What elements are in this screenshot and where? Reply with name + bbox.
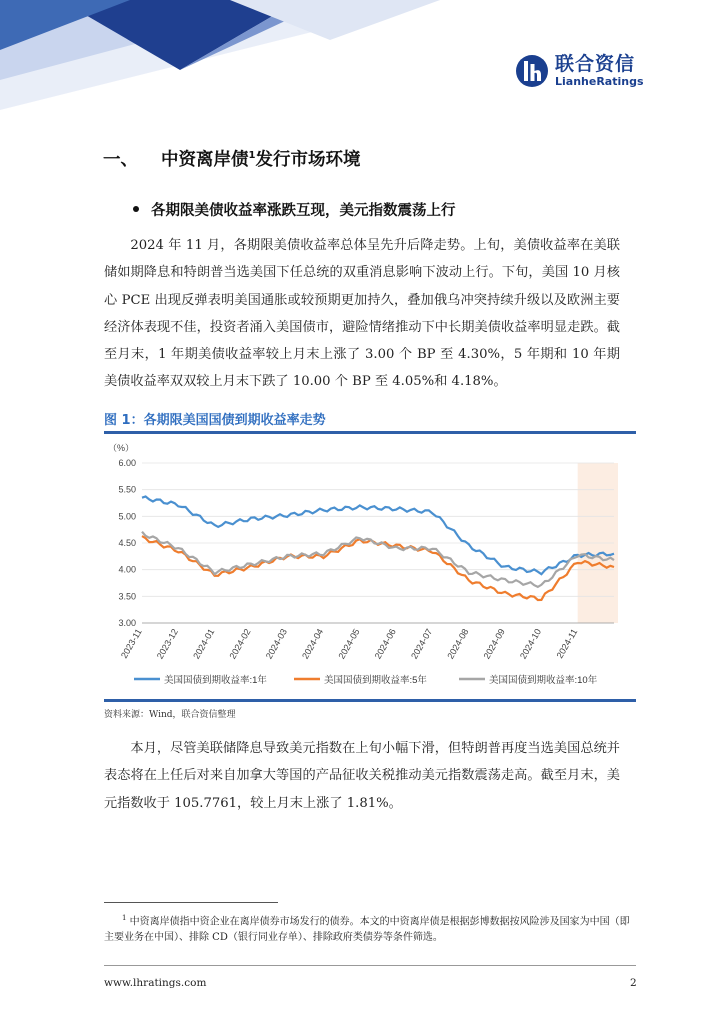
footnote-number: 1: [122, 914, 127, 922]
section-heading: [103, 146, 360, 171]
figure-title: 图 1：各期限美国国债到期收益率走势: [104, 413, 326, 428]
x-tick-label: 2024-10: [517, 627, 544, 661]
y-tick-label: 3.50: [118, 591, 136, 602]
y-axis-unit: （%）: [108, 443, 135, 453]
footer-rule: [104, 965, 636, 966]
subsection-heading: [133, 199, 456, 220]
series-line: [142, 497, 614, 575]
legend-label: 美国国债到期收益率:5年: [324, 675, 427, 686]
brand-name-cn: 联合资信: [555, 53, 636, 75]
x-tick-label: 2024-05: [336, 627, 362, 661]
x-tick-label: 2024-01: [191, 627, 217, 661]
y-tick-label: 4.00: [118, 564, 136, 575]
section-number: 一、: [103, 150, 138, 170]
footer-url[interactable]: www.lhratings.com: [104, 977, 207, 989]
x-tick-label: 2024-06: [372, 627, 398, 661]
footnote-ref[interactable]: 1: [248, 150, 256, 161]
yield-chart: [104, 437, 636, 699]
brand-logo: [515, 54, 644, 88]
figure-bottom-rule: [104, 699, 636, 702]
x-tick-label: 2023-11: [118, 627, 144, 661]
body-paragraph-2: [104, 735, 620, 817]
figure-top-rule: [104, 431, 636, 434]
body-paragraph-1: [104, 232, 620, 396]
legend-label: 美国国债到期收益率:1年: [164, 675, 267, 686]
series-line: [142, 532, 614, 587]
x-tick-label: 2024-03: [263, 627, 289, 661]
series-line: [142, 536, 614, 600]
x-tick-label: 2024-11: [554, 627, 580, 661]
section-title-rest: 发行市场环境: [255, 150, 361, 170]
y-tick-label: 5.50: [118, 484, 136, 495]
legend-label: 美国国债到期收益率:10年: [489, 675, 598, 686]
brand-name-en: LianheRatings: [555, 75, 644, 88]
x-tick-label: 2024-08: [445, 627, 471, 661]
page-number: 2: [630, 977, 637, 989]
section-title: 中资离岸债: [161, 150, 249, 170]
y-tick-label: 4.50: [118, 538, 136, 548]
y-tick-label: 3.00: [118, 618, 136, 628]
subsection-title: 各期限美债收益率涨跌互现，美元指数震荡上行: [151, 203, 456, 219]
x-tick-label: 2024-07: [409, 627, 435, 661]
y-tick-label: 6.00: [118, 458, 136, 468]
x-tick-label: 2024-02: [227, 627, 253, 661]
bullet-icon: [133, 206, 139, 212]
paragraph-text: 2024 年 11 月，各期限美债收益率总体呈先升后降走势。上旬，美债收益率在美联储如期降息和特朗普当选美国下任总统的双重消息影响下波动上行。下旬，美国 10 月核心 PCE 出现反弹表明美国通胀或较预期更加持久，叠加俄乌冲突持续升级以及欧洲主要经济体表现不佳，投资者涌入美国债市，避险情绪推动下中长期美债收益率明显走跌。截至月末，1 年期美债收益率较上月末上涨了 3.00 个 BP 至 4.30%，5 年期和 10 年期美债收益率双双较上月末下跌了 10.00 个 BP 至 4.05%和 4.18%。: [104, 238, 620, 390]
x-tick-label: 2023-12: [154, 627, 181, 661]
paragraph-text: 本月，尽管美联储降息导致美元指数在上旬小幅下滑，但特朗普再度当选美国总统并表态将在上任后对来自加拿大等国的产品征收关税推动美元指数震荡走高。截至月末，美元指数收于 105.7761，较上月末上涨了 1.81%。: [104, 741, 620, 811]
y-tick-label: 5.00: [118, 511, 136, 522]
footnote-text: 中资离岸债指中资企业在离岸债券市场发行的债券。本文的中资离岸债是根据彭博数据按风险涉及国家为中国（即主要业务在中国）、排除 CD（银行同业存单）、排除政府类债券等条件筛选。: [104, 916, 630, 944]
footnote-rule: [104, 902, 278, 903]
x-tick-label: 2024-04: [300, 627, 326, 661]
header-decoration: [0, 0, 460, 110]
x-tick-label: 2024-09: [481, 627, 507, 661]
lianhe-logo-icon: [515, 54, 549, 88]
figure-source: 资料来源：Wind，联合资信整理: [104, 710, 236, 720]
footnote: [104, 910, 636, 946]
